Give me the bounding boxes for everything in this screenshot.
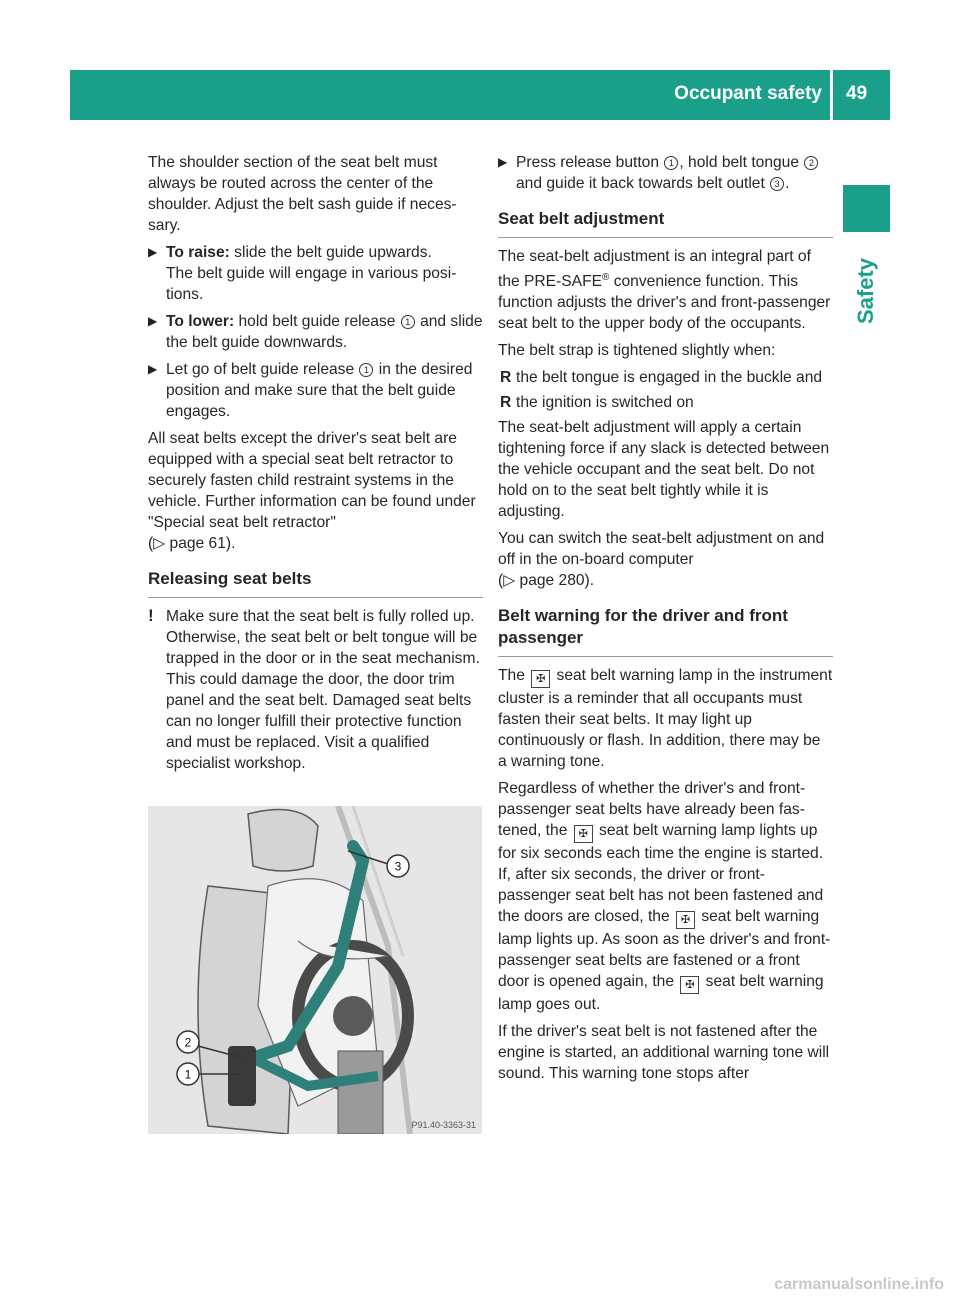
arrow-icon: ▶ [148,245,158,259]
warning-paragraph-3: If the driver's seat belt is not fastened after the engine is started, an additional warning tone will sound. This warning tone stops after [498,1023,830,1083]
page-reference-link[interactable]: (▷ page 61). [148,535,236,552]
seat-belt-warning-lamp-icon: ✠ [680,976,699,994]
retractor-paragraph: All seat belts except the driver's seat belt are equipped with a special seat belt retractor to securely fasten child restraint systems in the vehicle. Further information can be found under "Special seat belt retractor" (▷ page 61). [148,430,476,552]
callout-3-icon: 3 [770,177,784,191]
left-column [148,152,483,780]
seat-belt-warning-lamp-icon: ✠ [676,911,695,929]
step-press-release: ▶ Press release button 1 , hold belt tongue 2 and guide it back towards belt outlet 3 . [498,152,833,194]
warning-paragraph-1: The ✠ seat belt warning lamp in the instrument cluster is a reminder that all occupants must fasten their seat belts. It may light up continuously or flash. In addition, there may be a warning tone. [498,667,833,771]
side-color-block [843,185,890,232]
seat-belt-warning-lamp-icon: ✠ [531,670,550,688]
adjust-paragraph-1: The seat-belt adjustment is an integral part of the PRE-SAFE® convenience function. This function adjusts the driver's and front-passenger seat belt to the upper body of the occupants. [498,248,831,333]
arrow-icon: ▶ [148,362,158,376]
page-number: 49 [846,83,868,104]
exclamation-icon: ! [148,606,154,625]
adjust-paragraph-4: You can switch the seat-belt adjustment on and off in the on-board computer (▷ page 280). [498,530,825,590]
header-separator [830,70,833,120]
intro-paragraph: The shoulder section of the seat belt must always be routed across the center of the shoulder. Adjust the belt sash guide if necessary. [148,154,457,234]
heading-seat-belt-adjustment: Seat belt adjustment [498,208,833,238]
section-title: Occupant safety [674,83,822,104]
step-lower: ▶ To lower: hold belt guide release 1 and slide the belt guide downwards. [148,313,483,351]
step-let-go: ▶ Let go of belt guide release 1 in the desired position and make sure that the belt guide engages. [148,361,473,420]
seat-belt-figure [148,806,482,1134]
page-reference-link[interactable]: (▷ page 280). [498,572,595,590]
callout-1-icon: 1 [359,363,373,377]
seat-belt-warning-lamp-icon: ✠ [574,825,593,843]
watermark: carmanualsonline.info [774,1276,944,1293]
warning-paragraph-2: Regardless of whether the driver's and front-passenger seat belts have already been fastened, the ✠ seat belt warning lamp lights up for six seconds each time the engine is started. If, after six seconds, the driver or front-passenger seat belt has not been fastened and the doors are closed, the ✠ seat belt warning lamp lights up. As soon as the driver's and front-passenger seat belts are fastened or a front door is opened again, the ✠ seat belt warning lamp goes out. [498,780,831,1014]
adjust-paragraph-3: The seat-belt adjustment will apply a certain tightening force if any slack is detected between the vehicle occupant and the seat belt. Do not hold on to the seat belt tightly while it is adjusting. [498,419,830,521]
callout-1-icon: 1 [401,315,415,329]
heading-belt-warning: Belt warning for the driver and front passenger [498,605,833,657]
right-column [498,152,833,1090]
callout-2: 2 [184,1035,192,1050]
callout-1: 1 [184,1067,192,1082]
callout-2-icon: 2 [804,156,818,170]
step-raise: ▶ To raise: slide the belt guide upwards. The belt guide will engage in various positions. [148,244,457,303]
bullet-item: R the ignition is switched on [500,394,694,412]
arrow-icon: ▶ [148,314,158,328]
adjust-paragraph-2: The belt strap is tightened slightly when: [498,342,776,360]
arrow-icon: ▶ [498,155,508,169]
callout-3: 3 [394,859,402,874]
side-tab: Safety [853,257,878,325]
heading-releasing-seat-belts: Releasing seat belts [148,568,483,598]
figure-code: P91.40-3363-31 [411,1120,476,1130]
bullet-item: R the belt tongue is engaged in the buckle and [500,369,823,387]
warning-note: ! Make sure that the seat belt is fully rolled up. Otherwise, the seat belt or belt tongue will be trapped in the door or in the seat mechanism. This could damage the door, the door trim panel and the seat belt. Damaged seat belts can no longer fulfill their protective function and must be replaced. Visit a qualified specialist workshop. [148,606,480,772]
seat-belt-illustration [148,806,482,1134]
callout-1-icon: 1 [664,156,678,170]
